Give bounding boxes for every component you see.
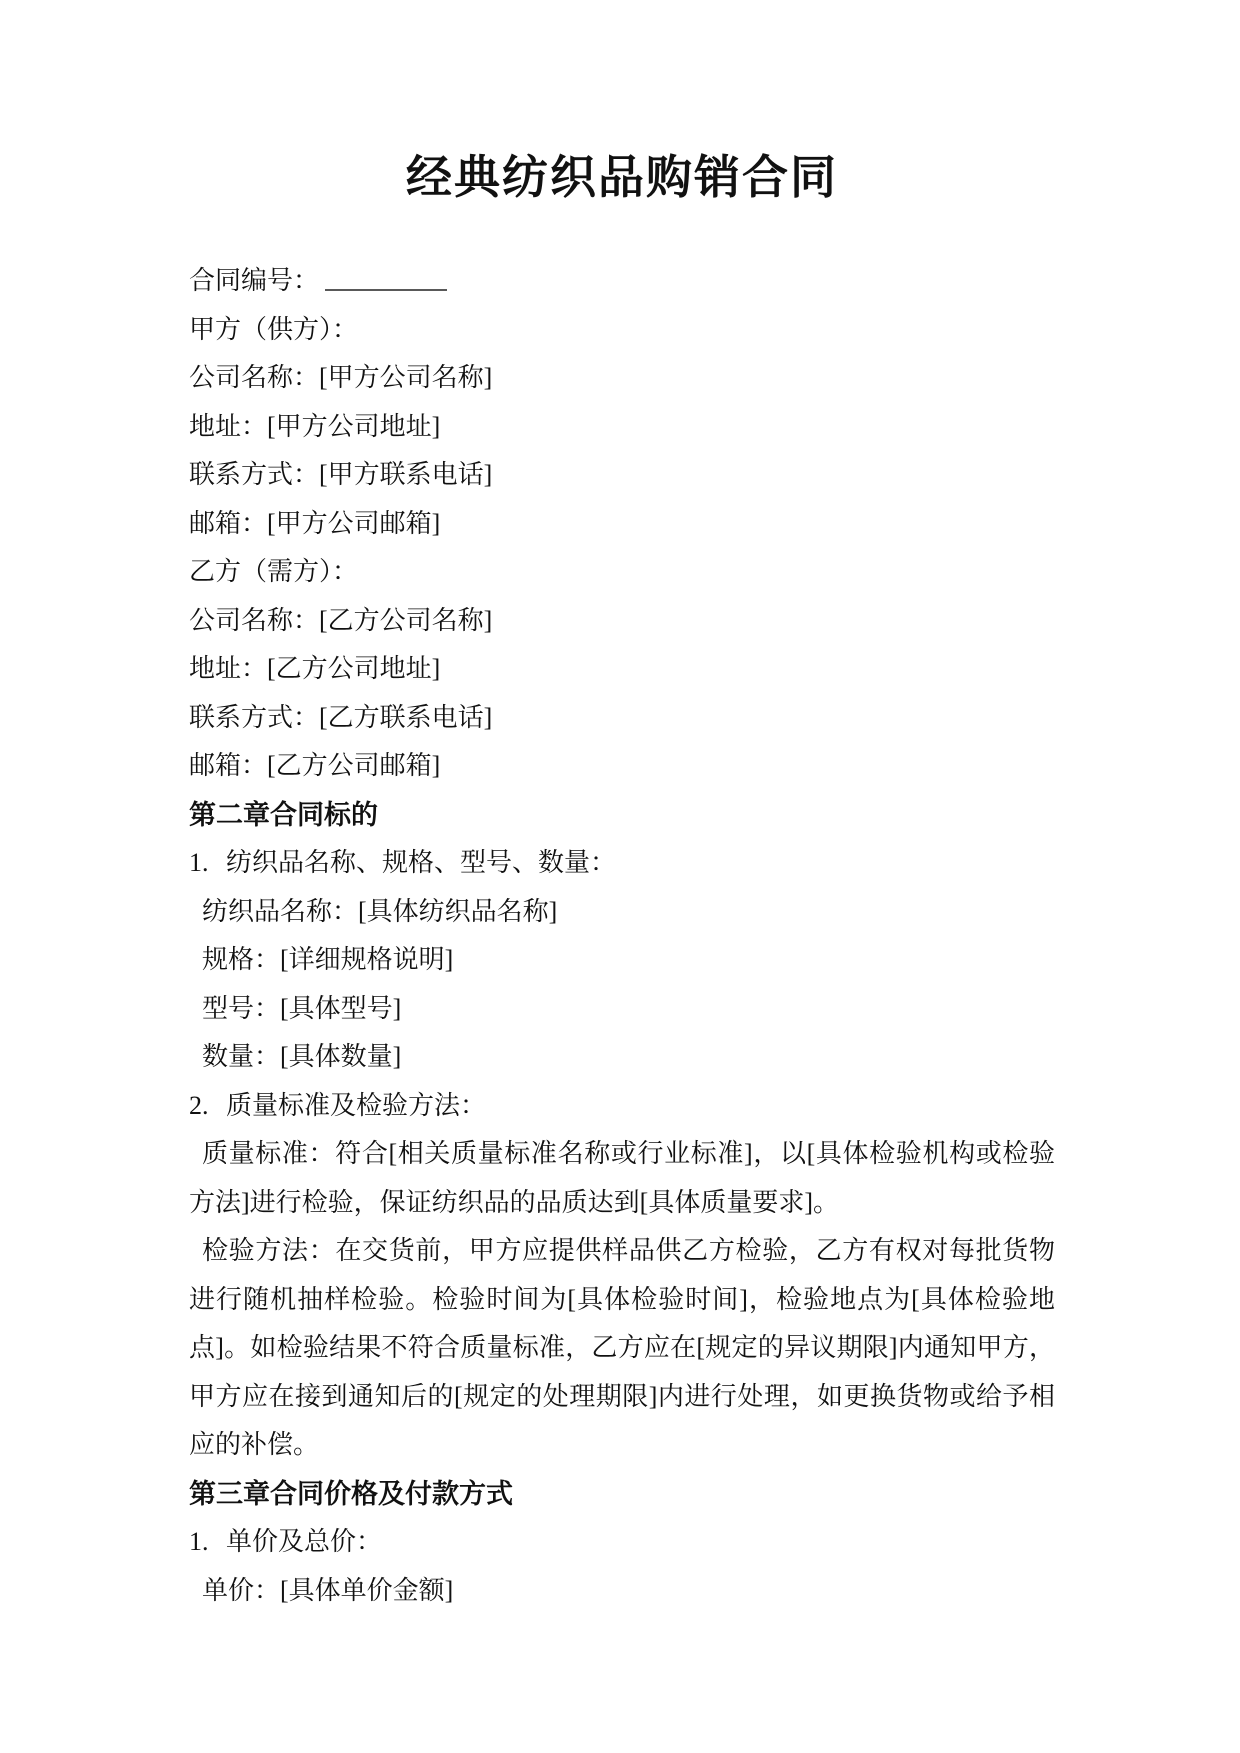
party-b-company-name: 公司名称：[乙方公司名称] bbox=[189, 605, 493, 635]
contract-number-blank-field bbox=[325, 263, 447, 291]
quality-standard-paragraph: 质量标准：符合[相关质量标准名称或行业标准]，以[具体检验机构或检验方法]进行检验，保证纺织品的品质达到[具体质量要求]。 bbox=[189, 1139, 1055, 1217]
chapter2-item1-number: 1. bbox=[189, 848, 209, 877]
party-a-email: 邮箱：[甲方公司邮箱] bbox=[189, 508, 441, 538]
chapter2-item2-text: 质量标准及检验方法： bbox=[226, 1090, 487, 1120]
party-b-heading: 乙方（需方）： bbox=[189, 557, 359, 586]
party-a-address: 地址：[甲方公司地址] bbox=[189, 411, 441, 441]
chapter2-quantity: 数量：[具体数量] bbox=[202, 1042, 402, 1071]
chapter2-item1-text: 纺织品名称、规格、型号、数量： bbox=[226, 848, 617, 877]
chapter2-product-name: 纺织品名称：[具体纺织品名称] bbox=[202, 896, 558, 926]
chapter3-item1-text: 单价及总价： bbox=[226, 1527, 383, 1556]
chapter3-item1-number: 1. bbox=[189, 1527, 209, 1556]
contract-title: 经典纺织品购销合同 bbox=[406, 152, 838, 203]
chapter2-item2-number: 2. bbox=[189, 1090, 209, 1120]
contract-number-line bbox=[189, 257, 1055, 306]
party-a-contact: 联系方式：[甲方联系电话] bbox=[189, 460, 493, 489]
chapter2-heading: 第二章合同标的 bbox=[189, 799, 378, 830]
party-a-company-name: 公司名称：[甲方公司名称] bbox=[189, 363, 493, 392]
contract-number-label: 合同编号： bbox=[189, 266, 320, 295]
party-b-contact: 联系方式：[乙方联系电话] bbox=[189, 702, 493, 732]
chapter2-item2 bbox=[189, 1082, 1055, 1131]
party-a-heading: 甲方（供方）： bbox=[189, 314, 359, 344]
party-b-email: 邮箱：[乙方公司邮箱] bbox=[189, 751, 441, 780]
chapter3-heading: 第三章合同价格及付款方式 bbox=[189, 1478, 513, 1509]
chapter2-spec: 规格：[详细规格说明] bbox=[202, 945, 454, 974]
chapter3-unit-price: 单价：[具体单价金额] bbox=[202, 1575, 454, 1605]
contract-body bbox=[189, 257, 1055, 1615]
party-b-address: 地址：[乙方公司地址] bbox=[189, 654, 441, 683]
inspection-method-paragraph: 检验方法：在交货前，甲方应提供样品供乙方检验，乙方有权对每批货物进行随机抽样检验。检验时间为[具体检验时间]，检验地点为[具体检验地点]。如检验结果不符合质量标准，乙方应在[规定的异议期限]内通知甲方，甲方应在接到通知后的[规定的处理期限]内进行处理，如更换货物或给予相应的补偿。 bbox=[189, 1236, 1055, 1459]
chapter2-model: 型号：[具体型号] bbox=[202, 993, 402, 1023]
chapter3-item1 bbox=[189, 1518, 1055, 1567]
chapter2-item1 bbox=[189, 839, 1055, 888]
